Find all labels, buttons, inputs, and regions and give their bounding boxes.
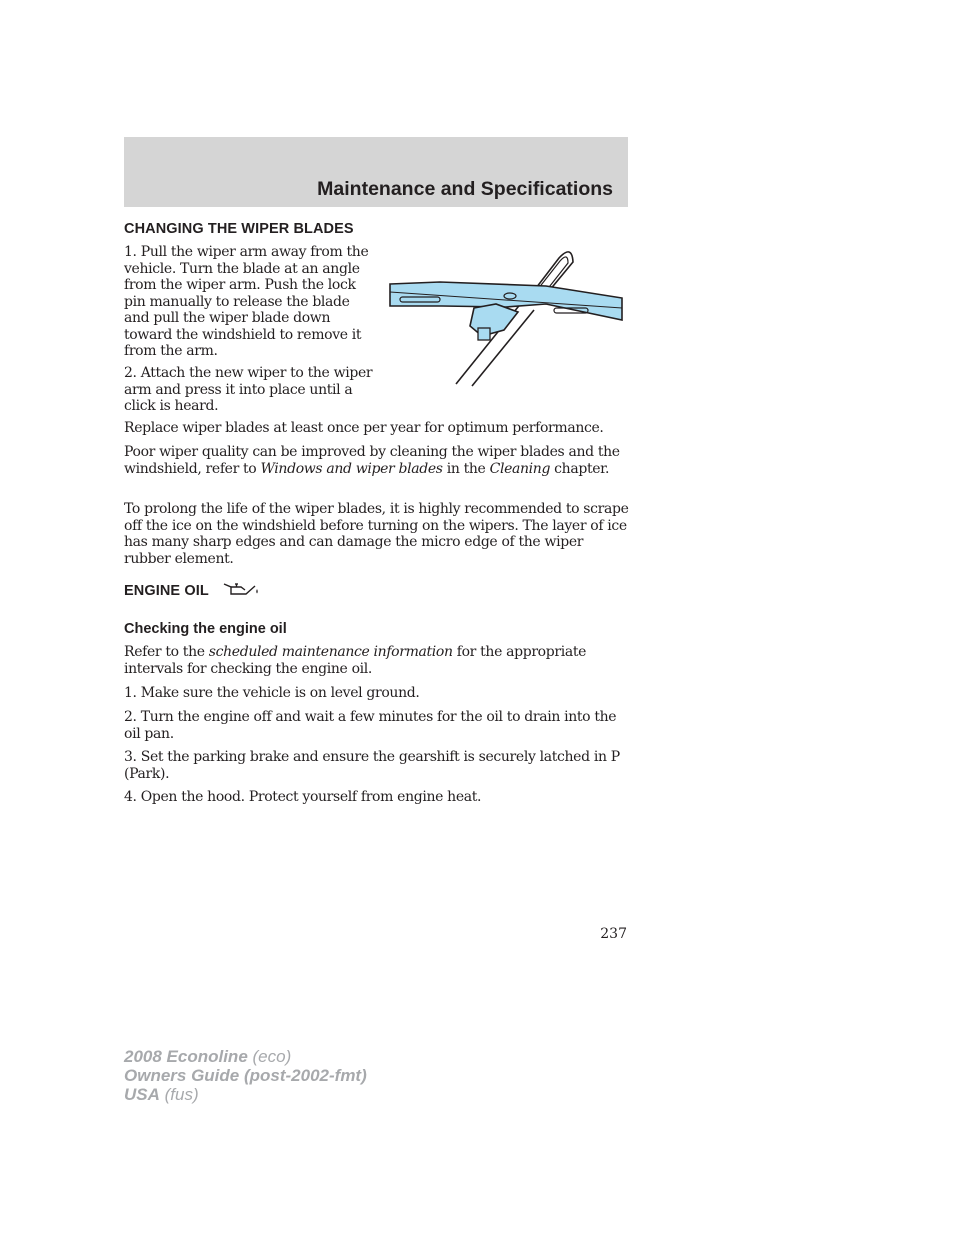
- footer-line-3: [124, 1085, 367, 1104]
- checking-oil-subheading: Checking the engine oil: [124, 621, 287, 637]
- ref-scheduled-maintenance: scheduled maintenance information: [208, 644, 453, 660]
- footer-market-code: (fus): [159, 1085, 199, 1104]
- wiper-step-2: 2. Attach the new wiper to the wiper arm and press it into place until a click is heard.: [124, 365, 373, 414]
- section-title: Maintenance and Specifications: [317, 178, 613, 200]
- wiper-heading: CHANGING THE WIPER BLADES: [124, 221, 354, 237]
- oil-step-1: 1. Make sure the vehicle is on level ground.: [124, 685, 420, 701]
- lock-pin-block: [470, 304, 518, 336]
- poor-quality-note: [124, 444, 630, 477]
- footer-market: USA: [124, 1085, 160, 1104]
- oil-drop: [256, 589, 258, 594]
- oil-can-icon: [222, 581, 260, 599]
- engine-oil-heading: ENGINE OIL: [124, 583, 209, 599]
- footer-model: 2008 Econoline: [124, 1047, 248, 1066]
- page-number: 237: [600, 926, 627, 942]
- wiper-blade-illustration: [386, 240, 626, 390]
- refer-text: Refer to the: [124, 644, 209, 660]
- footer-line-2: Owners Guide (post-2002-fmt): [124, 1066, 367, 1085]
- oil-step-2: 2. Turn the engine off and wait a few minutes for the oil to drain into the oil pan.: [124, 709, 617, 742]
- lock-pin: [478, 328, 490, 340]
- poor-quality-text: Poor wiper quality can be improved by cleaning the wiper blades and the windshield, refer to: [124, 444, 620, 477]
- ref-cleaning: Cleaning: [489, 460, 551, 477]
- oil-can-outline: [224, 584, 255, 594]
- refer-end: for the appropriate intervals for checking the engine oil.: [124, 644, 587, 677]
- prolong-note: To prolong the life of the wiper blades, it is highly recommended to scrape off the ice on the windshield before turning on the wipers. The layer of ice has many sharp edges and can damage the micro edge of the wiper rubber element.: [124, 501, 629, 567]
- oil-can-top: [231, 587, 245, 590]
- footer-model-code: (eco): [247, 1047, 292, 1066]
- poor-quality-mid: in the: [442, 460, 490, 477]
- poor-quality-end: chapter.: [550, 460, 610, 477]
- replace-note: Replace wiper blades at least once per year for optimum performance.: [124, 420, 604, 436]
- footer-imprint: [124, 1047, 367, 1104]
- oil-step-4: 4. Open the hood. Protect yourself from engine heat.: [124, 789, 482, 805]
- section-header-band: [124, 137, 628, 207]
- ref-windows-wiper: Windows and wiper blades: [260, 460, 443, 477]
- refer-note: [124, 644, 630, 677]
- oil-step-3: 3. Set the parking brake and ensure the gearshift is securely latched in P (Park).: [124, 749, 620, 782]
- wiper-step-1: 1. Pull the wiper arm away from the vehicle. Turn the blade at an angle from the wiper arm. Push the lock pin manually to release the blade and pull the wiper blade down toward the windshield to remove it from the arm.: [124, 244, 369, 359]
- footer-line-1: [124, 1047, 367, 1066]
